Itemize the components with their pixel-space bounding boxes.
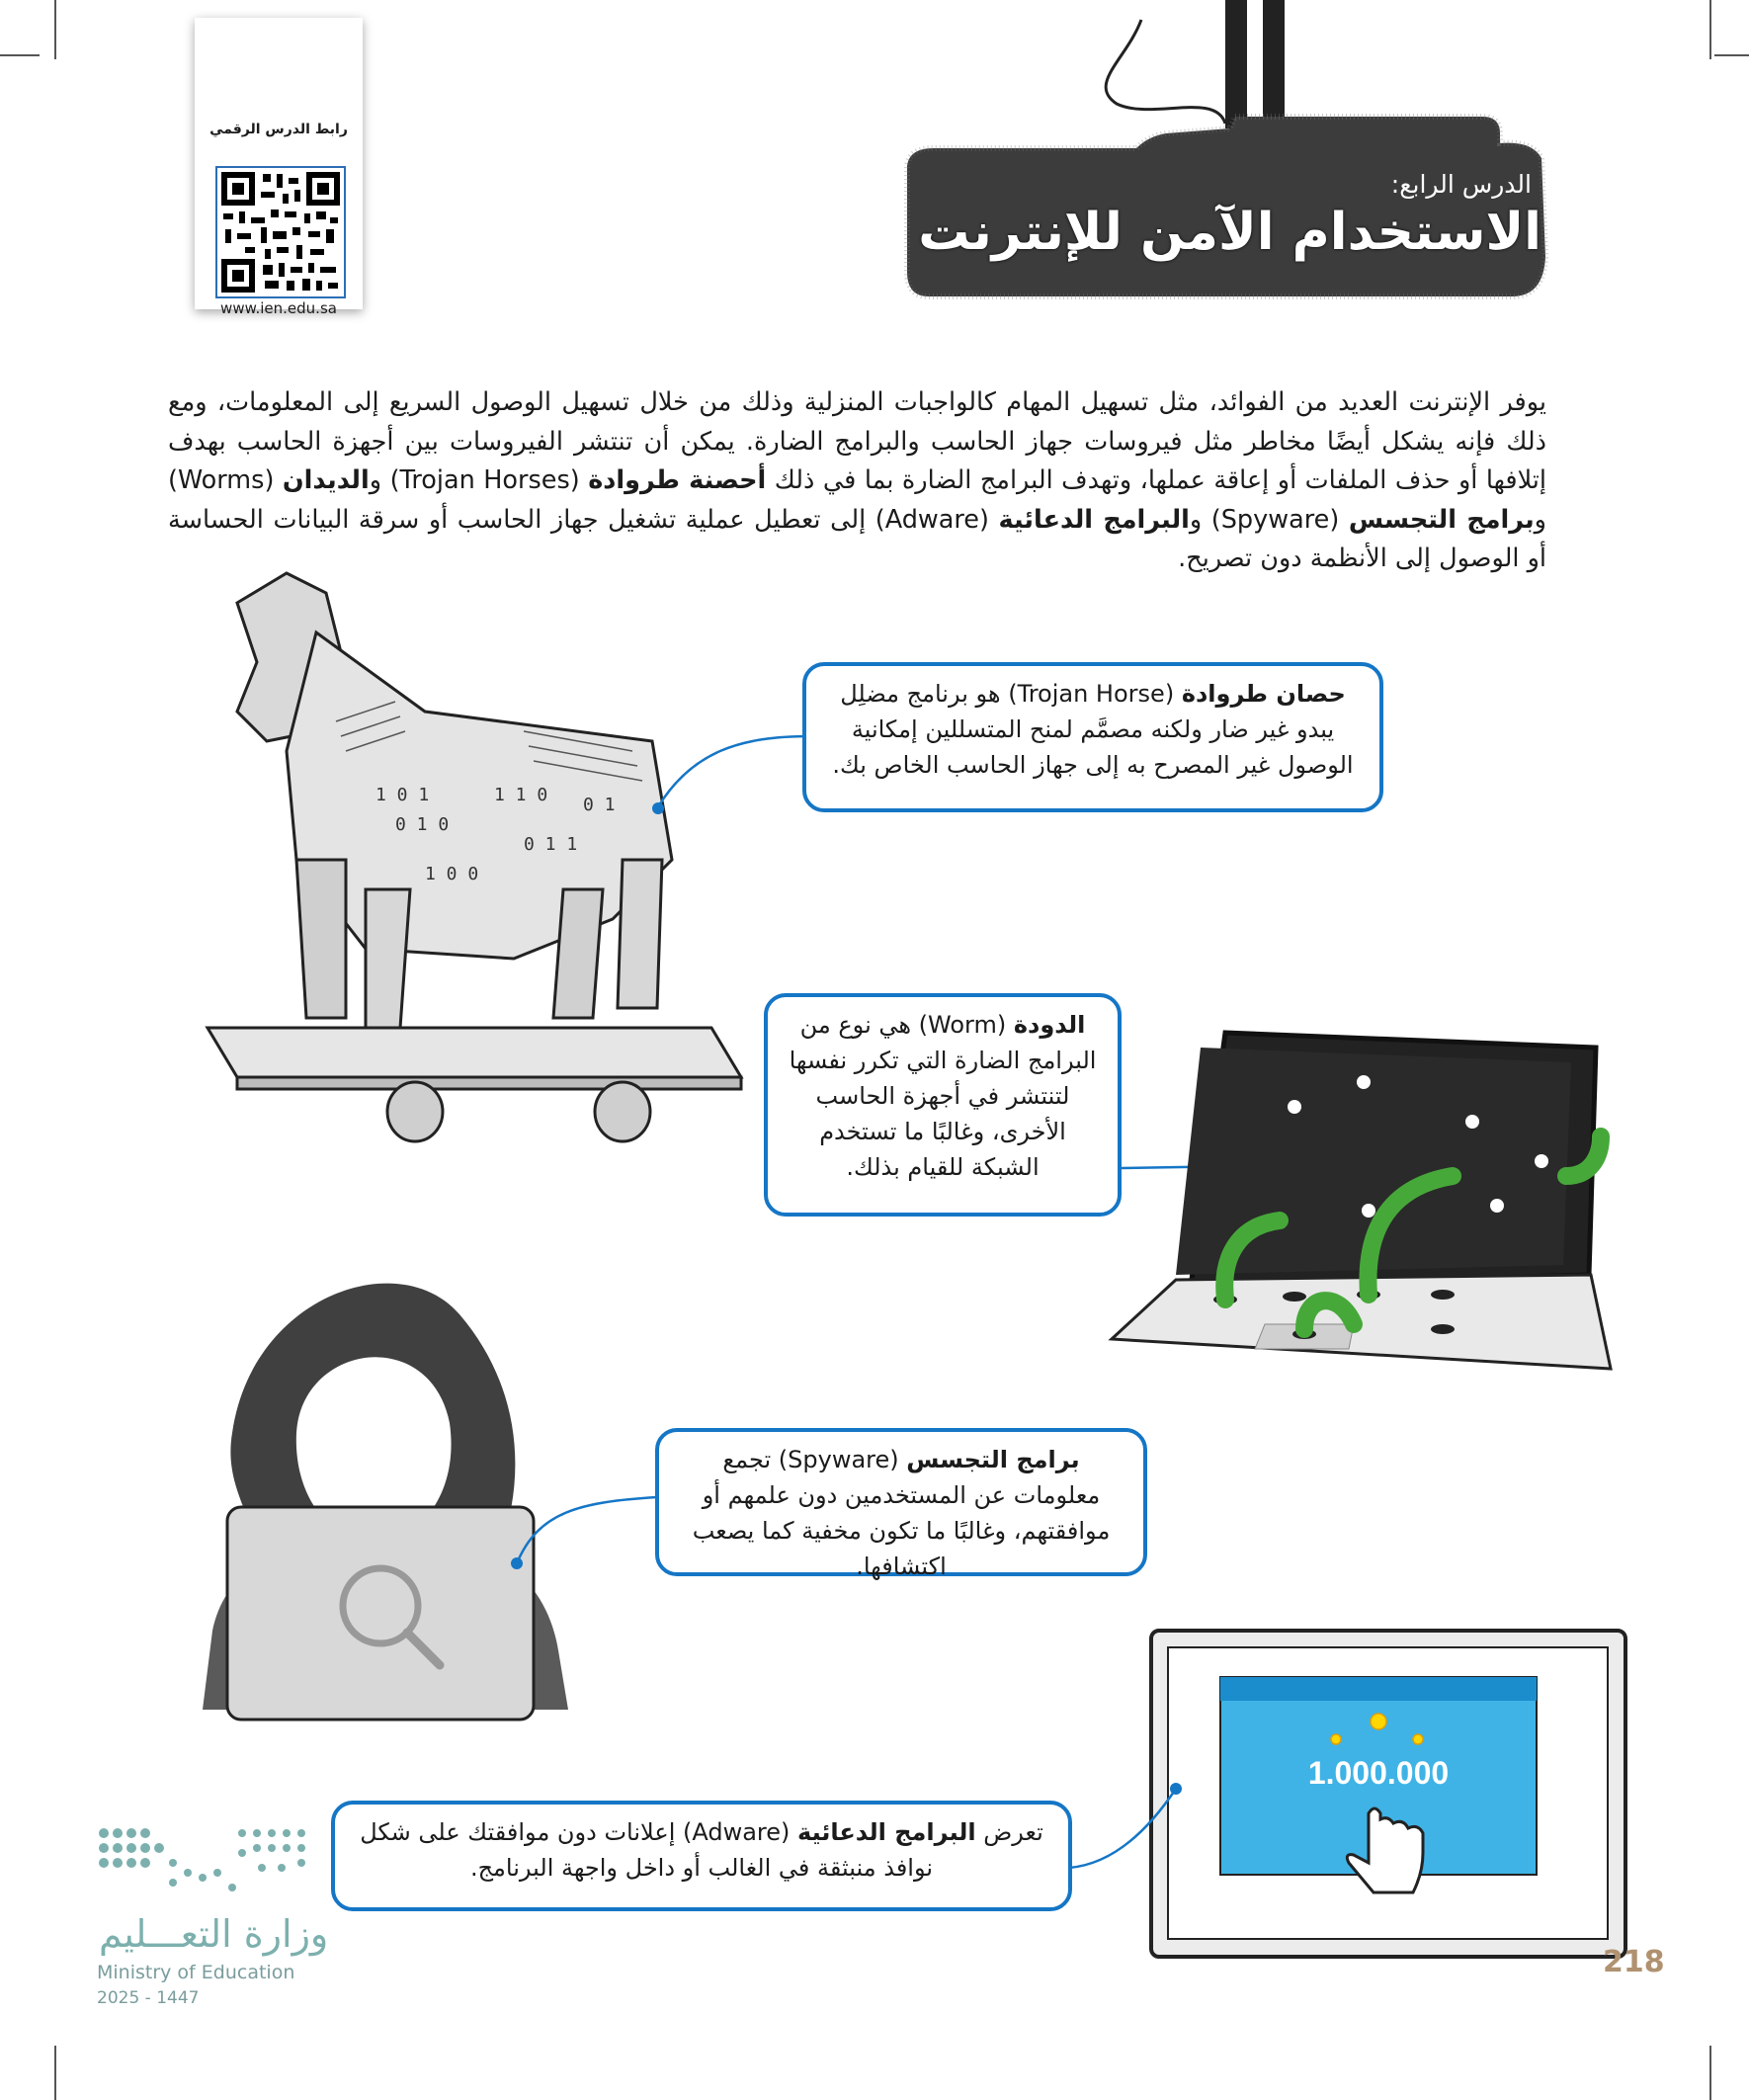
qr-card[interactable] <box>195 18 363 317</box>
intro-text: (Trojan Horses) و <box>369 465 589 495</box>
term-trojan-horses: أحصنة طروادة <box>588 465 767 495</box>
intro-text: (Adware) إلى تعطيل عملية تشغيل جهاز الحاسب أو سرقة البيانات الحساسة أو الوصول إلى الأنظمة دون تصريح. <box>168 504 1546 573</box>
callout-text: تعرض <box>975 1818 1043 1846</box>
laptop-worm-illustration <box>1107 1028 1621 1379</box>
callout-term: البرامج الدعائية <box>797 1818 976 1846</box>
crop-mark <box>54 2046 56 2100</box>
callout-term: برامج التجسس <box>906 1446 1080 1473</box>
qr-url[interactable]: www.ien.edu.sa <box>220 299 337 317</box>
ministry-logo <box>94 1818 311 1902</box>
ministry-name-ar: وزارة التعـــليم <box>99 1912 329 1956</box>
callout-text: (Trojan Horse) هو برنامج مضلِل يبدو غير ضار ولكنه مصمَّم لمنح المتسللين إمكانية الوصول غير المصرح به إلى جهاز الحاسب الخاص بك. <box>832 680 1354 779</box>
term-spyware: برامج التجسس <box>1348 504 1535 535</box>
intro-text: (Spyware) و <box>1189 504 1349 535</box>
trojan-callout <box>802 662 1383 812</box>
intro-paragraph <box>168 383 1546 579</box>
intro-text: (Worms) و <box>168 465 1546 535</box>
worm-callout <box>764 993 1122 1217</box>
qr-label: رابط الدرس الرقمي <box>209 122 348 137</box>
callout-text: (Adware) إعلانات دون موافقتك على شكل نوافذ منبثقة في الغالب أو داخل واجهة البرنامج. <box>360 1818 934 1882</box>
adware-monitor-illustration <box>1146 1626 1630 1962</box>
lesson-title: الاستخدام الآمن للإنترنت <box>918 203 1541 262</box>
crop-mark <box>54 0 56 59</box>
spyware-callout <box>655 1428 1147 1580</box>
lesson-number: الدرس الرابع: <box>1390 170 1532 199</box>
ministry-name-en: Ministry of Education <box>97 1962 295 1983</box>
adware-leader-line <box>1067 1779 1186 1878</box>
crop-mark <box>0 54 40 56</box>
svg-text:1 0 0: 1 0 0 <box>425 864 479 884</box>
callout-term: حصان طروادة <box>1181 680 1346 708</box>
svg-text:1 0 1: 1 0 1 <box>375 785 430 805</box>
term-worms: الديدان <box>282 465 370 495</box>
svg-text:1 1 0: 1 1 0 <box>494 785 548 805</box>
crop-mark <box>1714 54 1749 56</box>
crop-mark <box>1709 2046 1711 2100</box>
intro-text: يوفر الإنترنت العديد من الفوائد، مثل تسهيل المهام كالواجبات المنزلية وذلك من خلال تسهيل الوصول السريع إلى المعلومات، ومع ذلك فإنه يشكل أيضًا مخاطر مثل فيروسات جهاز الحاسب والبرامج الضارة. يمكن أن تنتشر الفيروسات بين أجهزة الحاسب بهدف إتلافها أو حذف الملفات أو إعاقة عملها، وتهدف البرامج الضارة بما في ذلك <box>168 387 1546 495</box>
trojan-horse-illustration <box>198 563 751 1156</box>
adware-callout <box>331 1801 1072 1911</box>
callout-term: الدودة <box>1013 1011 1086 1039</box>
callout-text: (Spyware) تجمع معلومات عن المستخدمين دون علمهم أو موافقتهم، وغالبًا ما تكون مخفية كما يصعب اكتشافها. <box>692 1446 1111 1580</box>
term-adware: البرامج الدعائية <box>998 504 1190 535</box>
qr-code[interactable] <box>215 166 346 298</box>
trojan-leader-line <box>652 731 820 820</box>
page-number: 218 <box>1603 1945 1665 1979</box>
svg-text:0 1 0: 0 1 0 <box>395 814 450 835</box>
spyware-leader-line <box>509 1492 667 1571</box>
popup-amount: 1.000.000 <box>1307 1755 1450 1791</box>
edition-year: 2025 - 1447 <box>97 1988 200 2008</box>
crop-mark <box>1709 0 1711 59</box>
svg-text:0 1 1: 0 1 1 <box>524 834 578 855</box>
svg-text:0 1: 0 1 <box>583 795 616 815</box>
callout-text: (Worm) هي نوع من البرامج الضارة التي تكرر نفسها لتنتشر في أجهزة الحاسب الأخرى، وغالبًا ما تستخدم الشبكة للقيام بذلك. <box>789 1011 1097 1181</box>
